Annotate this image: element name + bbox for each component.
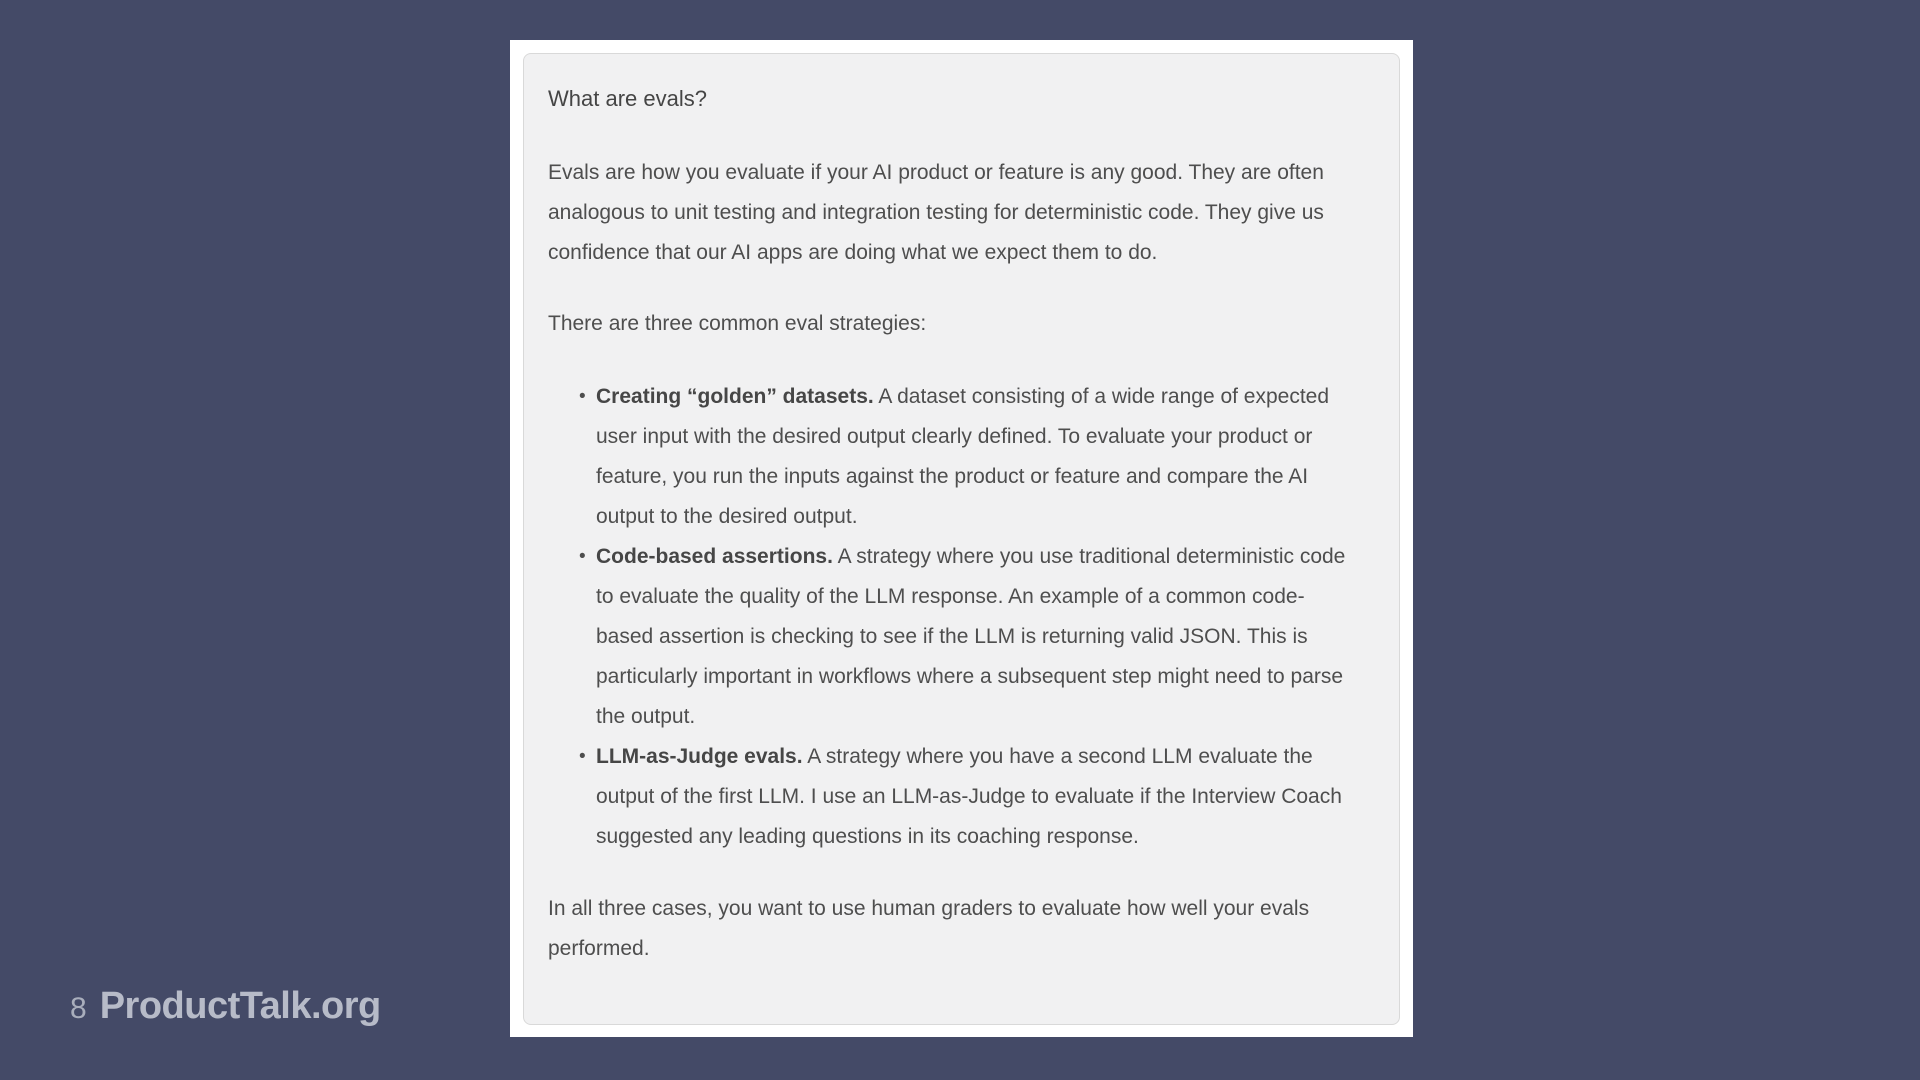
content-panel: [523, 53, 1400, 1025]
bullet-term: Code-based assertions.: [596, 545, 833, 568]
bullet-description: A dataset consisting of a wide range of expected user input with the desired output clearly defined. To evaluate your product or feature, you run the inputs against the product or feature and compare the AI output to the desired output.: [596, 385, 1330, 528]
brand-logo: ProductTalk.org: [99, 985, 381, 1027]
strategies-list: [548, 377, 1351, 857]
bullet-icon: •: [579, 746, 586, 767]
list-item: [579, 377, 1351, 537]
strategies-lead-paragraph: There are three common eval strategies:: [548, 312, 927, 335]
page-title: What are evals?: [548, 86, 707, 111]
list-item: [579, 737, 1351, 857]
list-item: [579, 537, 1351, 737]
slide-footer: [70, 985, 381, 1028]
bullet-icon: •: [579, 546, 586, 567]
conclusion-paragraph: In all three cases, you want to use human graders to evaluate how well your evals performed.: [548, 897, 1310, 960]
bullet-icon: •: [579, 386, 586, 407]
bullet-term: LLM-as-Judge evals.: [596, 745, 803, 768]
content-card: [510, 40, 1413, 1037]
bullet-description: A strategy where you have a second LLM evaluate the output of the first LLM. I use an LLM-as-Judge to evaluate if the Interview Coach suggested any leading questions in its coaching response.: [596, 745, 1342, 848]
page-number: 8: [70, 992, 87, 1025]
bullet-term: Creating “golden” datasets.: [596, 385, 874, 408]
intro-paragraph: Evals are how you evaluate if your AI product or feature is any good. They are often analogous to unit testing and integration testing for deterministic code. They give us confidence that our AI apps are doing what we expect them to do.: [548, 161, 1324, 264]
bullet-description: A strategy where you use traditional deterministic code to evaluate the quality of the LLM response. An example of a common code-based assertion is checking to see if the LLM is returning valid JSON. This is particularly important in workflows where a subsequent step might need to parse the output.: [596, 545, 1346, 728]
